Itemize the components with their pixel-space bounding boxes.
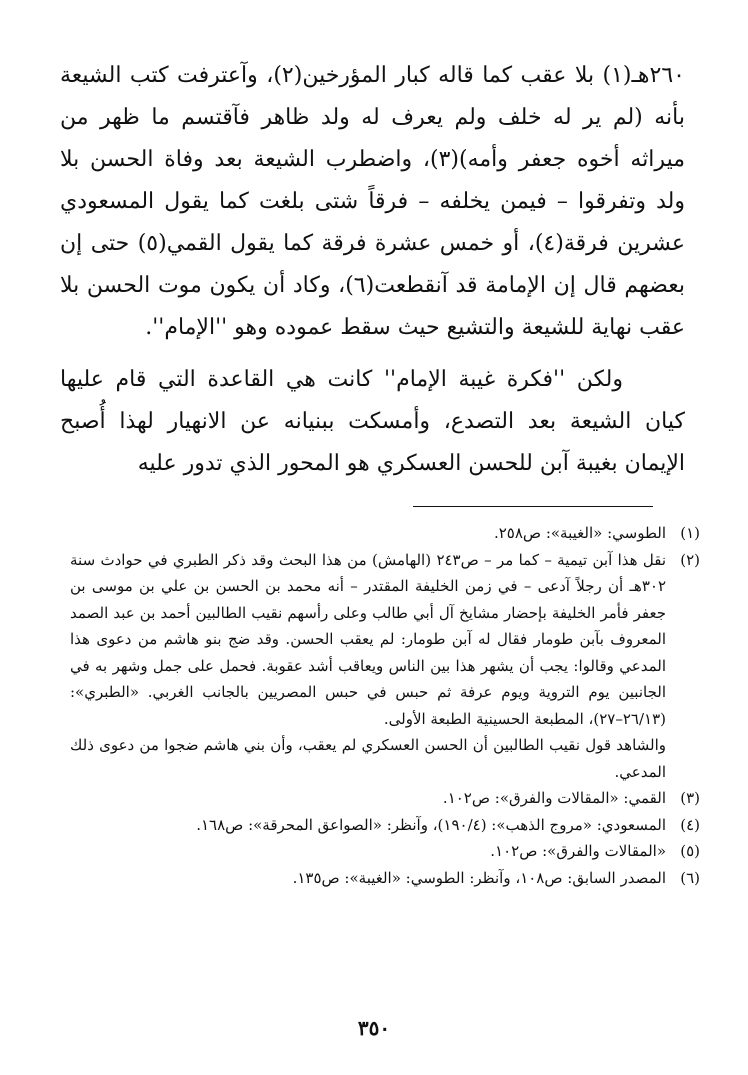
footnote-5 — [70, 838, 700, 865]
footnote-4 — [70, 812, 700, 839]
paragraph-1: ٢٦٠هـ(١) بلا عقب كما قاله كبار المؤرخين(٢)، وآعترفت كتب الشيعة بأنه (لم ير له خلف ولم يعرف له ولد ظاهر فآقتسم ما ظهر من ميراثه أخوه جعفر وأمه)(٣)، واضطرب الشيعة بعد وفاة الحسن بلا ولد وتفرقوا – فيمن يخلفه – فرقاً شتى بلغت كما يقول المسعودي عشرين فرقة(٤)، أو خمس عشرة فرقة كما يقول القمي(٥) حتى إن بعضهم قال إن الإمامة قد آنقطعت(٦)، وكاد أن يكون موت الحسن بلا عقب نهاية للشيعة والتشيع حيث سقط عموده وهو ''الإمام''. — [60, 63, 685, 340]
page-number: ٣٥٠ — [357, 1016, 391, 1040]
footnote-text: نقل هذا آبن تيمية – كما مر – ص٢٤٣ (الهامش) من هذا البحث وقد ذكر الطبري في حوادث سنة ٣٠٢هـ أن رجلاً آدعى – في زمن الخليفة المقتدر – أنه محمد بن الحسن بن علي بن موسى بن جعفر فأمر الخليفة بإحضار مشايخ آل أبي طالب وعلى رأسهم نقيب الطالبين أحمد بن عبد الصمد المعروف بآبن طومار فقال له آبن طومار: لم يعقب الحسن. وقد ضج بنو هاشم من دعوى هذا المدعي وقالوا: يجب أن يشهر هذا بين الناس ويعاقب أشد عقوبة. فحمل على جمل وشهر به في الجانبين يوم التروية ويوم عرفة ثم حبس في حبس المصريين بالجانب الغربي. «الطبري»: (٢٦/١٣–٢٧)، المطبعة الحسينية الطبعة الأولى. — [70, 550, 667, 728]
footnote-3 — [70, 785, 700, 812]
footnote-number: (٣) — [680, 789, 700, 807]
footnote-text: والشاهد قول نقيب الطالبين أن الحسن العسكري لم يعقب، وأن بني هاشم ضجوا من دعوى ذلك المدعي. — [70, 736, 666, 781]
paragraph-2: ولكن ''فكرة غيبة الإمام'' كانت هي القاعدة التي قام عليها كيان الشيعة بعد التصدع، وأمسكت ببنيانه عن الانهيار لهذا أُصبح الإيمان بغيبة آبن للحسن العسكري هو المحور الذي تدور عليه — [60, 367, 685, 476]
footnote-text: المسعودي: «مروج الذهب»: (١٩٠/٤)، وآنظر: «الصواعق المحرقة»: ص١٦٨. — [196, 815, 666, 834]
footnote-2 — [70, 547, 700, 733]
footnote-2-continuation — [70, 732, 700, 785]
main-text — [60, 55, 685, 485]
footnote-number: (٤) — [680, 815, 700, 834]
footnote-number: (٦) — [680, 868, 700, 887]
footnote-text: الطوسي: «الغيبة»: ص٢٥٨. — [493, 524, 666, 542]
footnote-6 — [70, 865, 700, 892]
footnote-number: (٢) — [680, 550, 700, 569]
footnote-number: (١) — [680, 524, 700, 542]
footnote-text: «المقالات والفرق»: ص١٠٢. — [490, 842, 666, 860]
footnote-text: القمي: «المقالات والفرق»: ص١٠٢. — [442, 789, 666, 807]
footnote-separator — [413, 506, 653, 507]
footnote-text: المصدر السابق: ص١٠٨، وآنظر: الطوسي: «الغيبة»: ص١٣٥. — [292, 868, 666, 887]
footnotes — [70, 520, 700, 891]
footnote-number: (٥) — [680, 842, 700, 860]
footnote-1 — [70, 520, 700, 547]
